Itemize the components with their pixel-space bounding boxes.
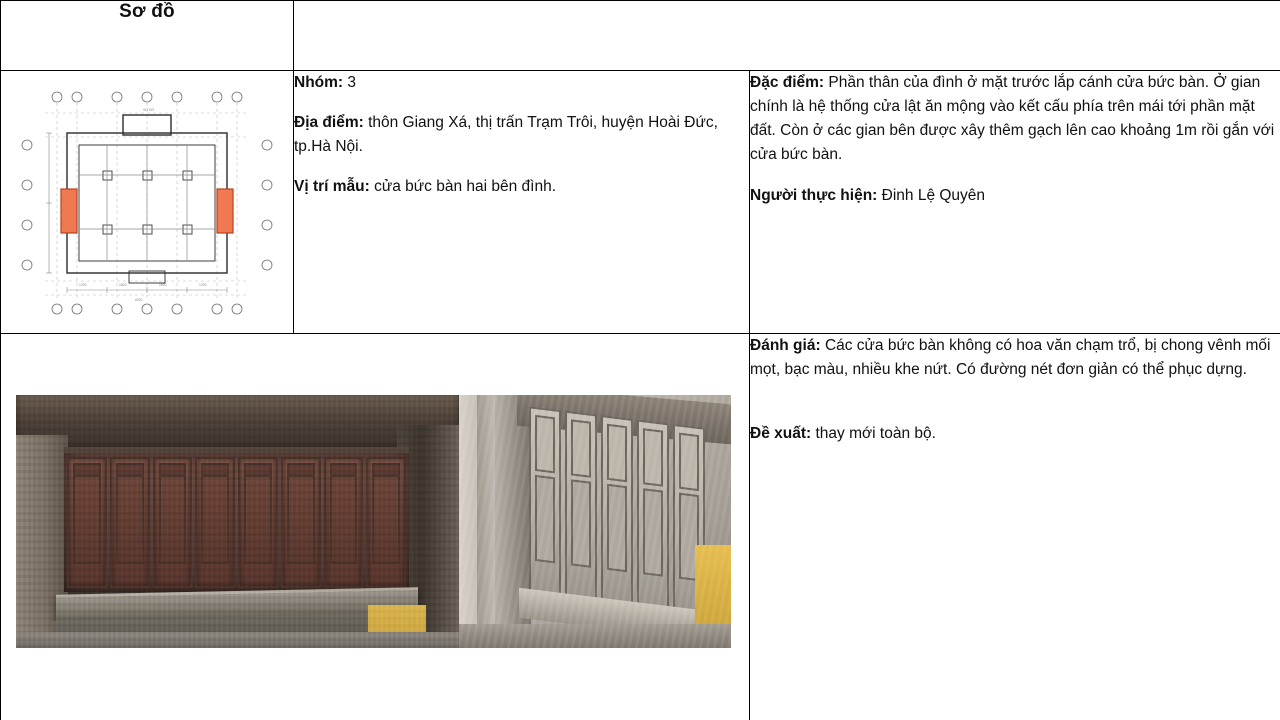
svg-text:1200: 1200 [79, 282, 87, 287]
author-label: Người thực hiện: [750, 187, 878, 205]
location-value: thôn Giang Xá, thị trấn Trạm Trôi, huyện Hoài Đức, tp.Hà Nội. [294, 114, 718, 156]
cell-info-text [294, 71, 750, 334]
cell-header-empty [294, 1, 1280, 71]
group-value: 3 [347, 74, 357, 91]
table-row-info [1, 71, 1280, 334]
location-line [294, 111, 749, 159]
author-value: Đinh Lệ Quyên [881, 187, 986, 205]
proposal-value: thay mới toàn bộ. [815, 425, 936, 443]
page-title: Sơ đồ [119, 1, 175, 22]
photo-texture-overlay [459, 395, 731, 648]
cell-photos [1, 334, 750, 720]
group-line [294, 71, 749, 95]
svg-text:1800: 1800 [119, 282, 127, 287]
sample-value: cửa bức bàn hai bên đình. [374, 178, 557, 196]
assessment-value: Các cửa bức bàn không có hoa văn chạm trổ, bị chong vênh mối mọt, bạc màu, nhiều khe nứt. Có đường nét đơn giản có thể phục dựng. [750, 337, 1271, 379]
location-label: Địa điểm: [294, 114, 364, 132]
author-line [750, 184, 1280, 208]
sample-line [294, 175, 749, 199]
table-row-photos [1, 334, 1280, 720]
assessment-label: Đánh giá: [750, 337, 821, 354]
cell-header-title [1, 1, 294, 71]
table-row-header [1, 1, 1280, 71]
photo-texture-overlay [16, 395, 459, 648]
svg-text:1800: 1800 [159, 282, 167, 287]
svg-text:1200: 1200 [199, 282, 207, 287]
group-label: Nhóm: [294, 74, 344, 91]
floor-plan-drawing [17, 85, 277, 320]
proposal-label: Đề xuất: [750, 425, 812, 443]
svg-text:SƠ ĐỒ: SƠ ĐỒ [143, 107, 155, 112]
cell-features-text [750, 71, 1280, 334]
photo-door-front-dark [16, 395, 459, 648]
photo-door-side-grey [459, 395, 731, 648]
characteristics-value: Phần thân của đình ở mặt trước lắp cánh cửa bức bàn. Ở gian chính là hệ thống cửa lật ăn mộng vào kết cấu phía trên mái tới phần mặt đất. Còn ở các gian bên được xây thêm gạch lên cao khoảng 1m rồi gắn với cửa bức bàn. [750, 74, 1275, 164]
cell-evaluation-text [750, 334, 1280, 720]
assessment-line [750, 334, 1280, 382]
plan-drawing-container [1, 71, 293, 333]
characteristics-label: Đặc điểm: [750, 74, 825, 91]
svg-text:6000: 6000 [135, 297, 143, 302]
sample-label: Vị trí mẫu: [294, 178, 370, 196]
proposal-line [750, 422, 1280, 446]
characteristics-line [750, 71, 1280, 167]
cell-plan-drawing [1, 71, 294, 334]
photo-gallery [16, 395, 731, 648]
